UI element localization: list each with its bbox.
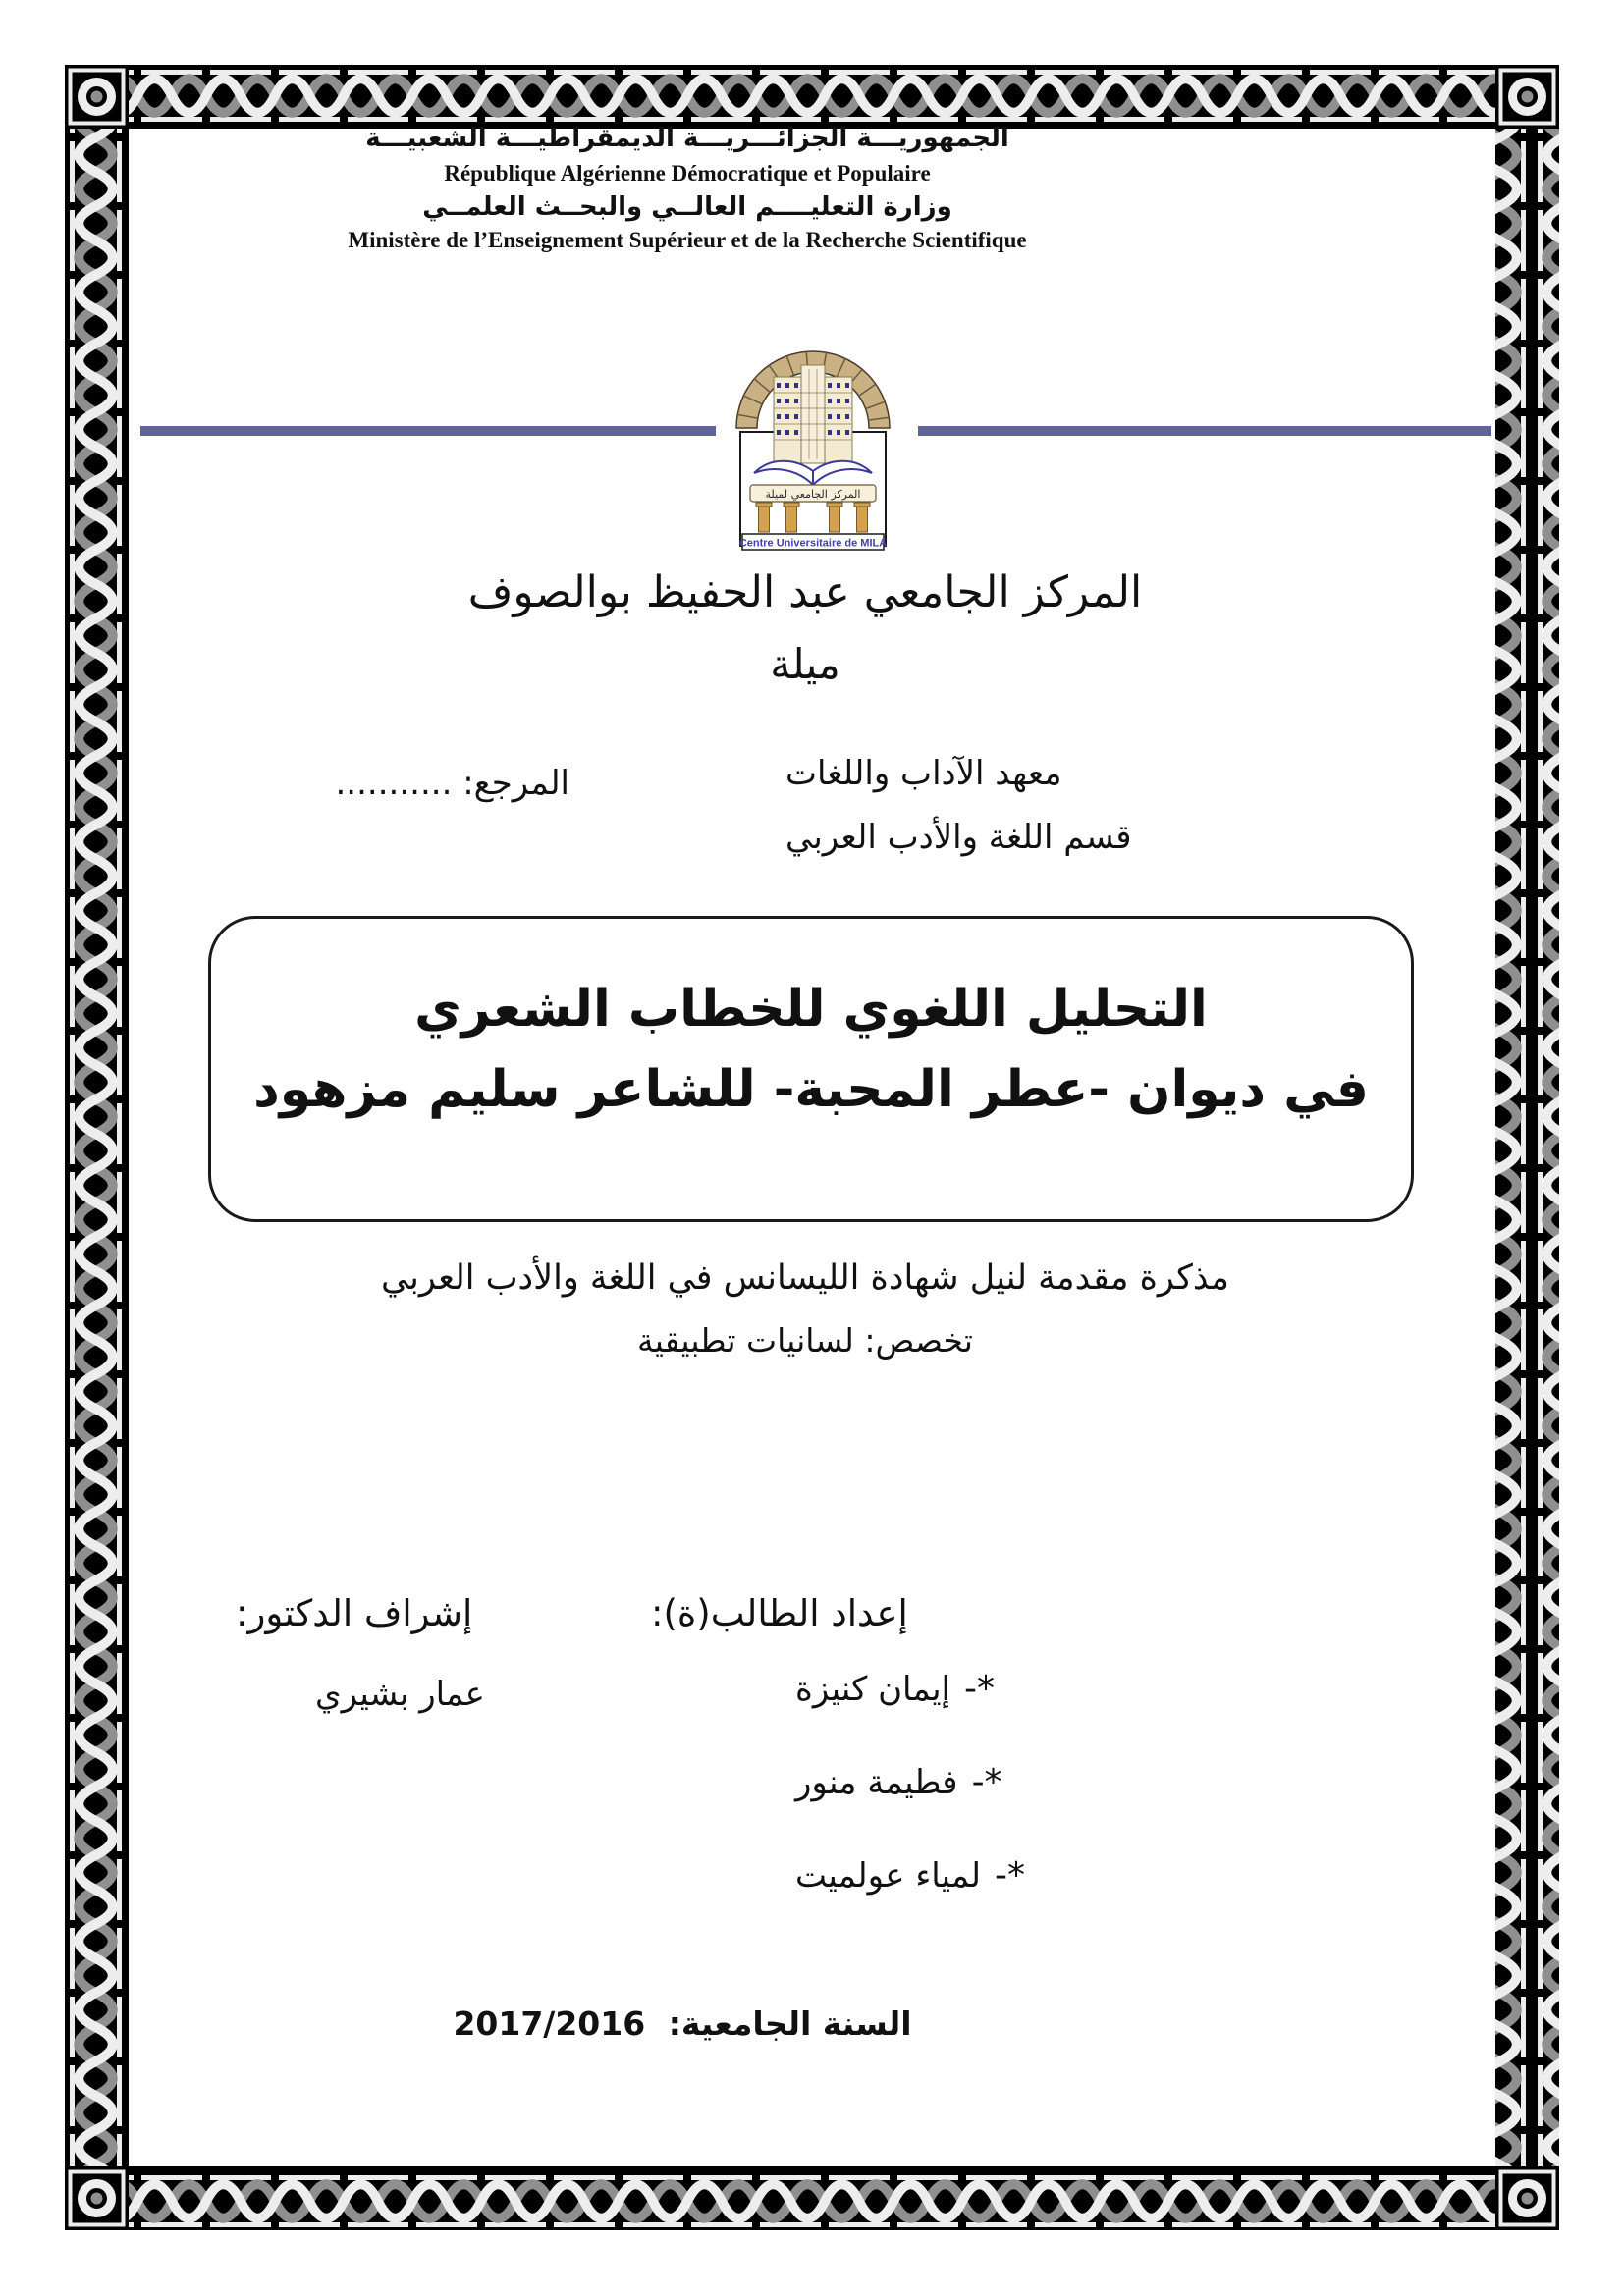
republic-name-french: République Algérienne Démocratique et Populaire	[444, 161, 931, 186]
student-row	[795, 1762, 1404, 1802]
border-bottom-band	[129, 2166, 1495, 2230]
thesis-title-line1: التحليل اللغوي للخطاب الشعري	[414, 980, 1208, 1039]
thesis-title-box	[208, 916, 1414, 1222]
logo-banner-text: المركز الجامعي لميلة	[765, 488, 861, 501]
student-row	[795, 1669, 1404, 1709]
border-corner-top-left	[65, 65, 129, 129]
student-bullet: *-	[994, 1855, 1025, 1896]
logo-caption-box	[739, 534, 887, 550]
student-row	[795, 1855, 1404, 1896]
memo-purpose-line: مذكرة مقدمة لنيل شهادة الليسانس في اللغة والأدب العربي	[380, 1258, 1230, 1298]
divider-line-right	[918, 426, 1491, 436]
border-corner-bottom-right	[1495, 2166, 1559, 2230]
thesis-title-line2: في ديوان -عطر المحبة- للشاعر سليم مزهود	[253, 1060, 1369, 1119]
supervisor-label: إشراف الدكتور:	[236, 1592, 473, 1634]
supervisor-name: عمار بشيري	[315, 1675, 485, 1714]
student-name: لمياء عولميت	[795, 1856, 981, 1896]
ministry-name-french: Ministère de l’Enseignement Supérieur et de la Recherche Scientifique	[348, 228, 1027, 252]
logo-building	[774, 365, 852, 463]
republic-name-arabic: الجمهوريـــة الجزائـــريـــة الديمقراطيـــة الشعبيـــة	[365, 124, 1009, 153]
student-bullet: *-	[971, 1762, 1002, 1802]
department-name: قسم اللغة والأدب العربي	[785, 818, 1132, 857]
reference-line	[245, 764, 569, 803]
border-left-band	[65, 129, 129, 2166]
student-bullet: *-	[963, 1669, 995, 1709]
divider-line-left	[140, 426, 716, 436]
university-city: ميلة	[770, 640, 840, 688]
academic-year-line	[0, 2004, 1365, 2043]
reference-label: المرجع:	[462, 764, 569, 803]
border-corner-top-right	[1495, 65, 1559, 129]
logo-banner	[750, 485, 876, 502]
university-logo	[727, 338, 901, 552]
academic-year-value: 2017/2016	[453, 2004, 646, 2043]
logo-caption-text: Centre Universitaire de MILA	[738, 537, 888, 550]
border-right-band	[1495, 129, 1559, 2166]
academic-year-label: السنة الجامعية:	[668, 2004, 912, 2043]
memo-speciality-line: تخصص: لسانيات تطبيقية	[637, 1321, 973, 1360]
border-top-band	[129, 65, 1495, 129]
institute-name: معهد الآداب واللغات	[785, 754, 1062, 793]
prepared-by-label: إعداد الطالب(ة):	[651, 1592, 908, 1634]
student-name: فطيمة منور	[795, 1763, 958, 1802]
reference-dots: ...........	[335, 764, 453, 803]
student-name: إيمان كنيزة	[795, 1670, 950, 1709]
border-corner-bottom-left	[65, 2166, 129, 2230]
ministry-name-arabic: وزارة التعليــــم العالــي والبحــث العلمــي	[422, 192, 952, 222]
university-name: المركز الجامعي عبد الحفيظ بوالصوف	[467, 567, 1143, 617]
